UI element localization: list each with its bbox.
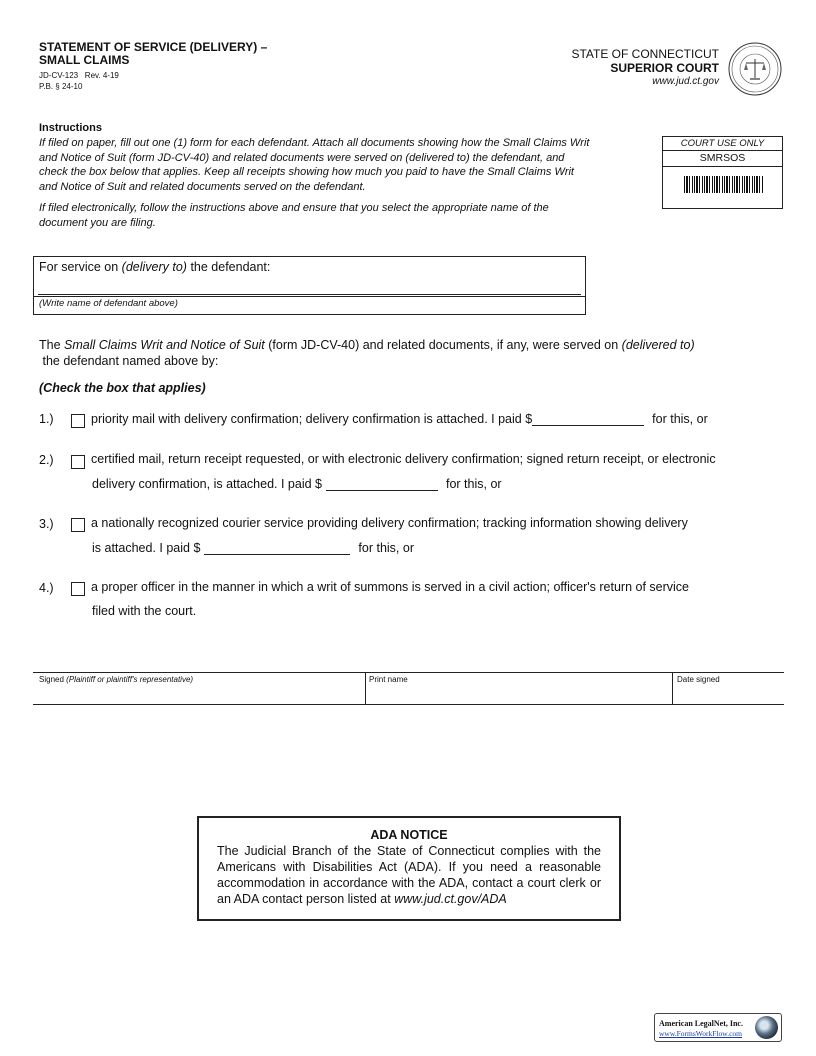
option-2-line1: certified mail, return receipt requested, or with electronic delivery confirmation; signed return receipt, or electronic [91, 452, 716, 466]
signed-label [39, 675, 193, 684]
intro-pre: The [39, 338, 65, 352]
option-2-line2: delivery confirmation, is attached. I paid $ [92, 477, 322, 491]
option-1-amount-field[interactable] [532, 413, 644, 426]
defendant-label-post: the defendant: [186, 260, 271, 274]
option-2-amount-field[interactable] [326, 478, 438, 491]
option-1-text [91, 412, 708, 426]
print-name-field[interactable] [366, 686, 671, 703]
service-intro [39, 338, 774, 369]
option-2-checkbox[interactable] [71, 455, 85, 469]
option-3-line2-wrap [92, 541, 414, 555]
logo-brand: American LegalNet, Inc. [659, 1019, 743, 1028]
defendant-box [33, 256, 586, 315]
option-4-number: 4.) [39, 581, 54, 595]
option-3-line2: is attached. I paid $ [92, 541, 201, 555]
intro-italic-writ: Small Claims Writ and Notice of Suit [64, 338, 265, 352]
option-2-line2-wrap [92, 477, 502, 491]
connecticut-judicial-seal-icon [728, 42, 782, 96]
ada-link[interactable]: www.jud.ct.gov/ADA [394, 892, 507, 906]
court-use-heading: COURT USE ONLY [663, 137, 782, 151]
practice-book-ref: P.B. § 24-10 [39, 82, 83, 91]
option-1-line1: priority mail with delivery confirmation; delivery confirmation is attached. I paid $ [91, 412, 533, 426]
option-3-suffix: for this, or [358, 541, 414, 555]
signature-field[interactable] [34, 686, 364, 703]
defendant-label-italic: (delivery to) [121, 260, 187, 274]
form-meta [39, 70, 119, 92]
intro-italic-delivered: (delivered to) [621, 338, 695, 352]
print-name-label: Print name [369, 675, 408, 684]
option-1-number: 1.) [39, 412, 54, 426]
intro-mid: (form JD-CV-40) and related documents, if any, were served on [264, 338, 622, 352]
court-use-code: SMRSOS [663, 151, 782, 167]
intro-post: the defendant named above by: [39, 353, 219, 368]
date-signed-field[interactable] [673, 686, 783, 703]
ada-title: ADA NOTICE [370, 828, 448, 842]
defendant-label-pre: For service on [39, 260, 122, 274]
court-use-only-box [662, 136, 783, 209]
option-4-checkbox[interactable] [71, 582, 85, 596]
court-website: www.jud.ct.gov [652, 76, 719, 87]
option-2-number: 2.) [39, 453, 54, 467]
option-3-checkbox[interactable] [71, 518, 85, 532]
option-1-suffix: for this, or [652, 412, 708, 426]
ada-text [217, 843, 601, 907]
form-title-line2: SMALL CLAIMS [39, 53, 130, 67]
signed-label-text: Signed [39, 675, 64, 684]
option-4-line2: filed with the court. [92, 604, 197, 618]
defendant-hint: (Write name of defendant above) [39, 298, 178, 309]
option-3-number: 3.) [39, 517, 54, 531]
defendant-name-field[interactable] [38, 294, 581, 295]
instructions-paragraph-paper: If filed on paper, fill out one (1) form for each defendant. Attach all documents showing how the Small Claims Writ and Notice of Suit (form JD-CV-40) and related documents were served on (delivered to) the defendant, and check the box below that applies. Keep all receipts showing how much you paid to have the Small Claims Writ and Notice of Suit and related documents served on the defendant. [39, 137, 590, 193]
option-2-suffix: for this, or [445, 477, 502, 491]
barcode-icon [684, 176, 764, 193]
court-heading [571, 47, 719, 88]
check-box-hint: (Check the box that applies) [39, 381, 206, 395]
ada-notice-box [197, 816, 621, 921]
form-title [39, 41, 267, 67]
court-name: SUPERIOR COURT [610, 61, 719, 75]
date-signed-label: Date signed [677, 675, 720, 684]
instructions-paragraph-electronic: If filed electronically, follow the instructions above and ensure that you select the appropriate name of the document you are filing. [39, 202, 549, 229]
globe-icon [755, 1016, 778, 1039]
form-number: JD-CV-123 Rev. 4-19 [39, 71, 119, 80]
option-3-amount-field[interactable] [204, 542, 350, 555]
defendant-divider [34, 296, 585, 297]
signed-label-hint: (Plaintiff or plaintiff's representative) [66, 675, 194, 684]
state-name: STATE OF CONNECTICUT [571, 47, 719, 61]
option-4-line1: a proper officer in the manner in which a writ of summons is served in a civil action; officer's return of service [91, 580, 690, 594]
logo-url[interactable]: www.FormsWorkFlow.com [659, 1029, 743, 1038]
ada-body: The Judicial Branch of the State of Connecticut complies with the Americans with Disabilities Act (ADA). If you need a reasonable accommodation in accordance with the ADA, contact a court clerk or an ADA contact person listed at [217, 844, 601, 906]
american-legalnet-logo [654, 1013, 782, 1042]
option-3-line1: a nationally recognized courier service providing delivery confirmation; tracking information showing delivery [91, 516, 688, 530]
defendant-label [39, 260, 270, 274]
form-title-line1: STATEMENT OF SERVICE (DELIVERY) – [39, 40, 268, 54]
instructions-heading: Instructions [39, 122, 102, 134]
option-1-checkbox[interactable] [71, 414, 85, 428]
